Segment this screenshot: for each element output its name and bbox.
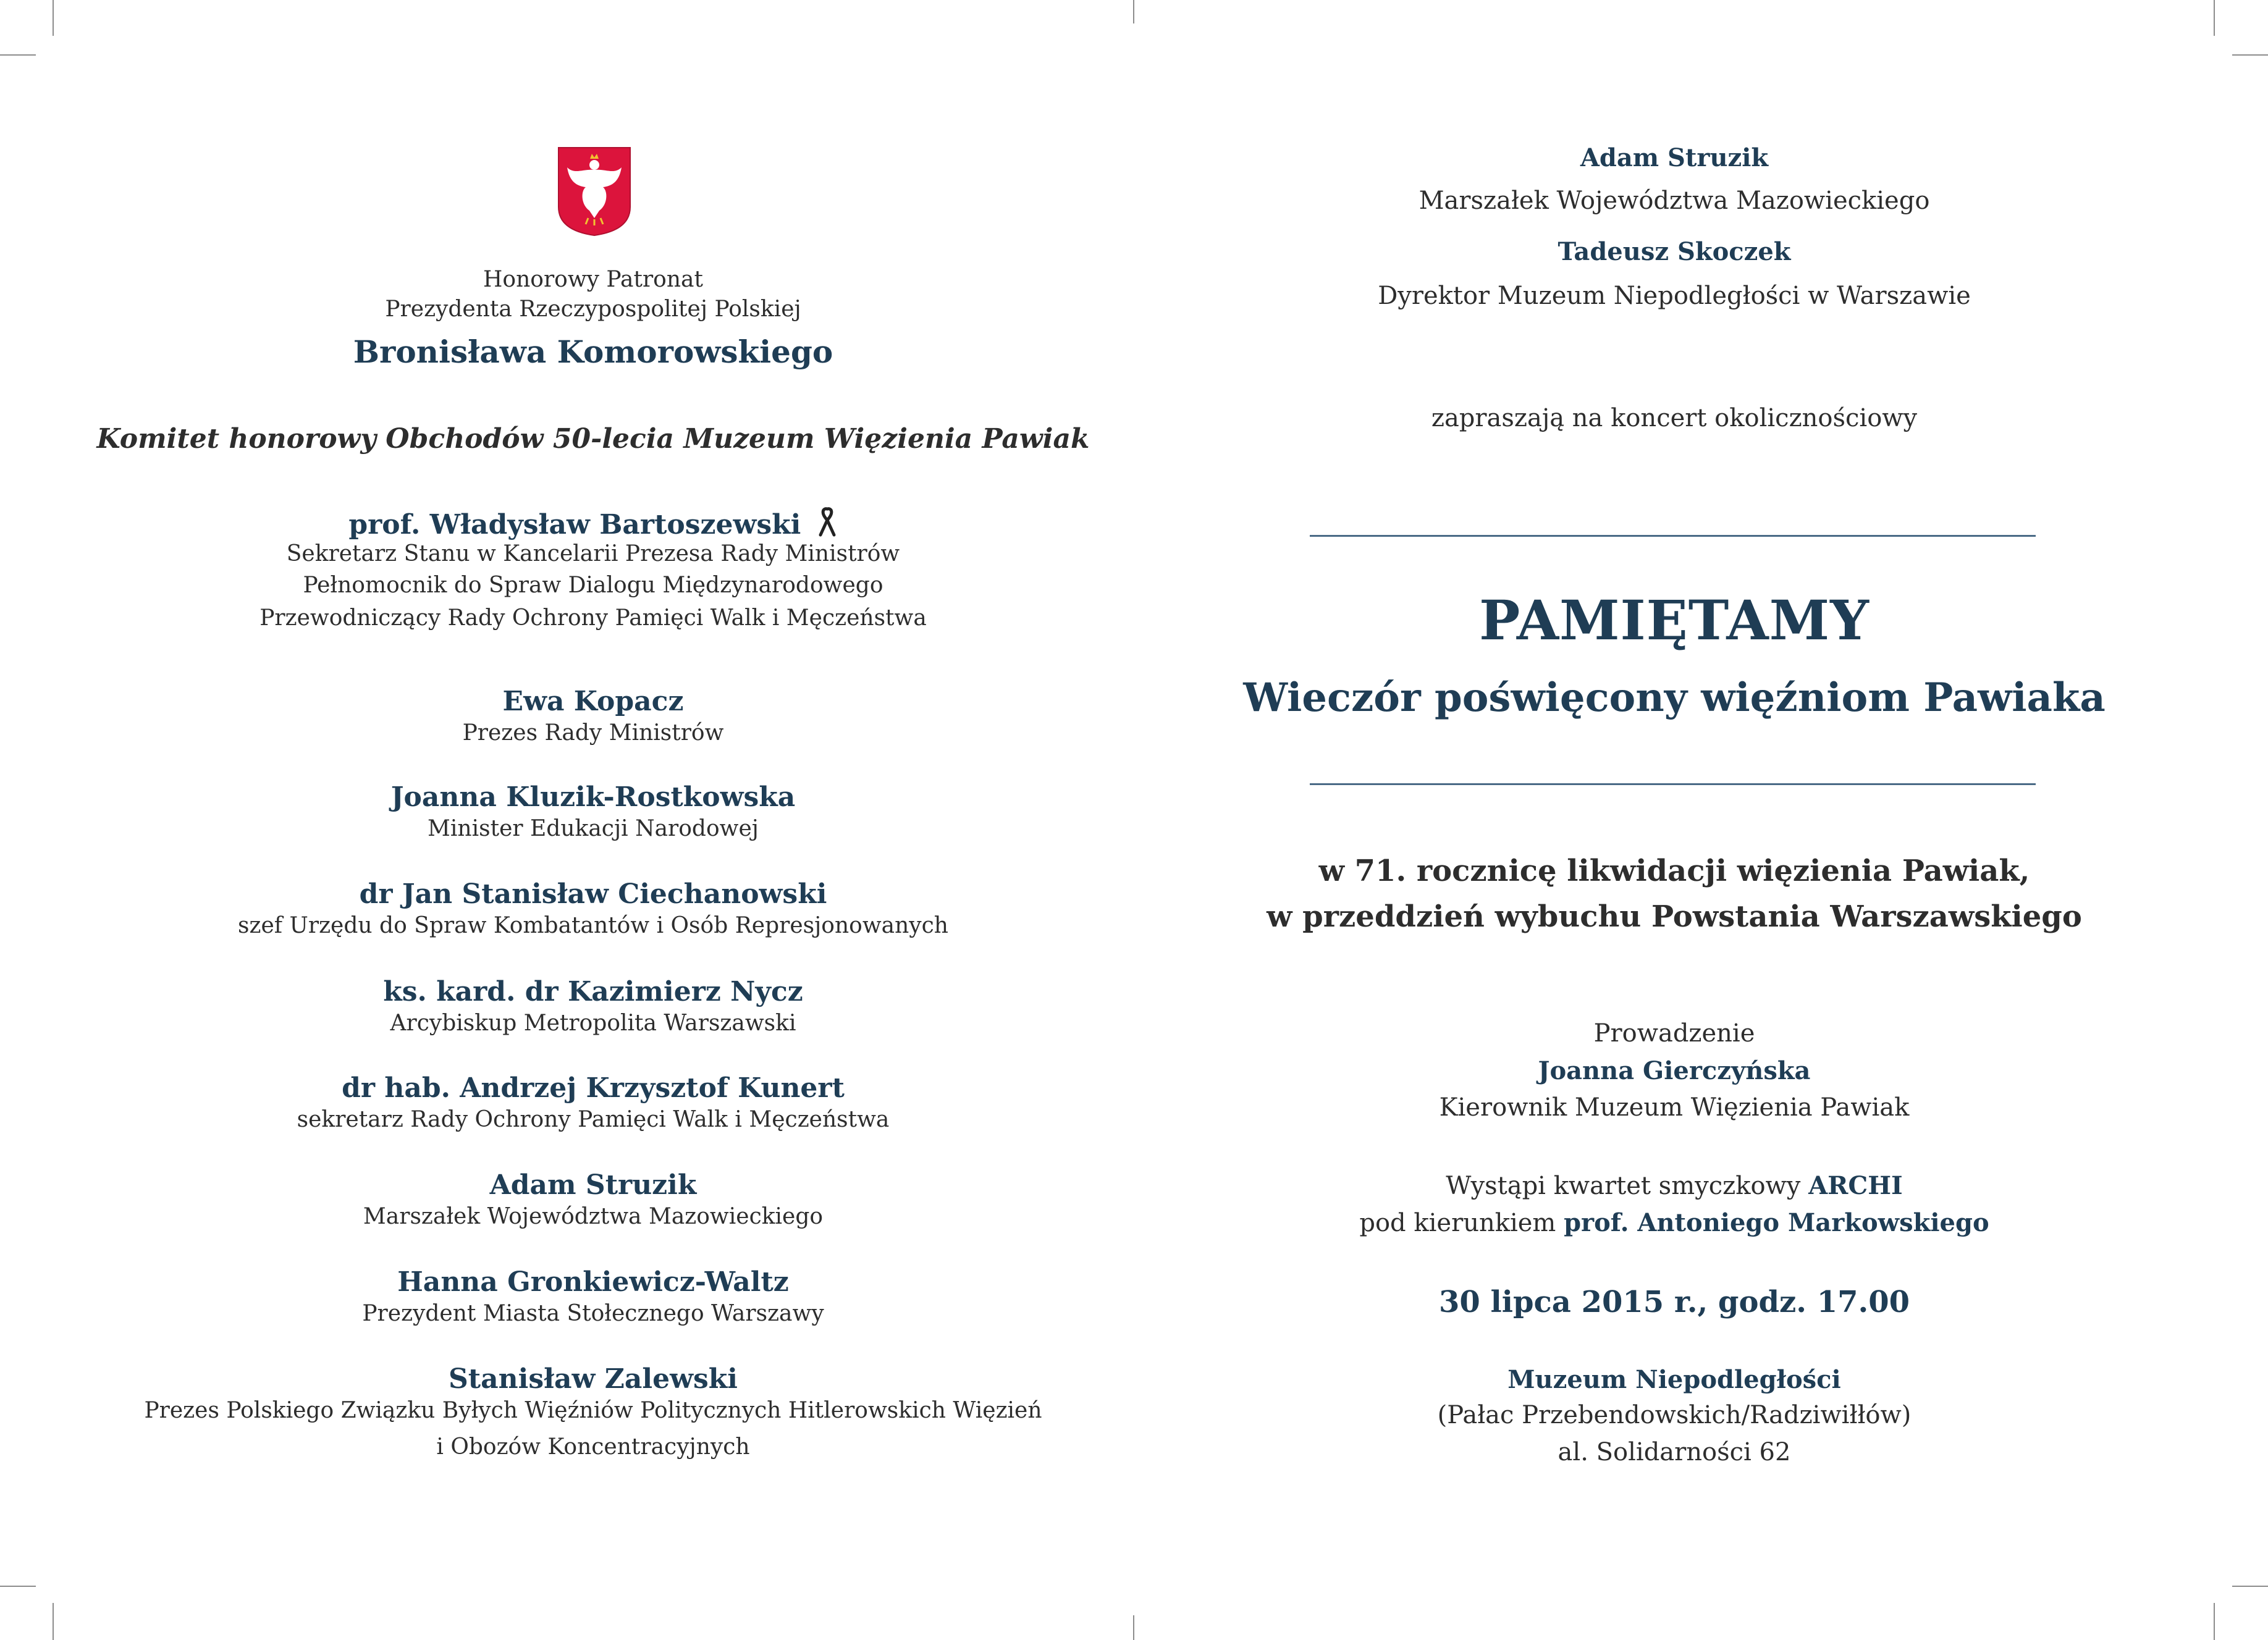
crop-mark [1133,1615,1134,1640]
member-role: Prezes Rady Ministrów [462,720,724,746]
host-role: Dyrektor Muzeum Niepodległości w Warszawie [1378,282,1971,310]
polish-eagle-emblem [556,145,633,238]
crop-mark [2232,1586,2268,1587]
member-name: ks. kard. dr Kazimierz Nycz [383,976,803,1007]
presenter-name: Joanna Gierczyńska [1538,1056,1811,1085]
host-role: Marszałek Województwa Mazowieckiego [1419,187,1930,215]
member-name: prof. Władysław Bartoszewski [93,507,1094,540]
patronage-line-1: Honorowy Patronat [483,267,703,292]
crop-mark [2214,1603,2215,1640]
conductor-line [1205,1208,2144,1237]
member-name: Ewa Kopacz [502,686,684,717]
crop-mark [1133,0,1134,23]
member-role: Arcybiskup Metropolita Warszawski [390,1011,796,1036]
member-role: sekretarz Rady Ochrony Pamięci Walk i Męczeństwa [297,1107,890,1132]
crop-mark [2232,54,2268,56]
member-name: dr Jan Stanisław Ciechanowski [359,878,827,910]
member-role: Pełnomocnik do Spraw Dialogu Międzynarodowego [303,573,883,598]
patronage-line-2: Prezydenta Rzeczypospolitej Polskiej [385,296,801,322]
crop-mark [0,54,36,56]
presenter-role: Kierownik Muzeum Więzienia Pawiak [1439,1093,1910,1122]
host-name: Tadeusz Skoczek [1558,237,1791,266]
member-role: i Obozów Koncentracyjnych [436,1434,750,1460]
performer-line [1205,1171,2144,1200]
member-role: szef Urzędu do Spraw Kombatantów i Osób Represjonowanych [238,913,948,938]
member-role: Minister Edukacji Narodowej [428,816,759,841]
venue-address: al. Solidarności 62 [1558,1438,1791,1466]
member-role: Prezydent Miasta Stołecznego Warszawy [362,1301,824,1326]
committee-title: Komitet honorowy Obchodów 50-lecia Muzeum Więzienia Pawiak [96,423,1090,455]
event-date: 30 lipca 2015 r., godz. 17.00 [1438,1285,1910,1319]
member-name: Joanna Kluzik-Rostkowska [390,781,796,813]
mourning-ribbon-icon [817,507,838,537]
divider [1310,535,2036,537]
member-role: Przewodniczący Rady Ochrony Pamięci Walk i Męczeństwa [259,605,927,631]
host-name: Adam Struzik [1580,143,1769,172]
invitation-text: zapraszają na koncert okolicznościowy [1431,404,1918,432]
member-role: Sekretarz Stanu w Kancelarii Prezesa Rady Ministrów [286,541,900,566]
member-name: Adam Struzik [489,1169,697,1201]
event-title: PAMIĘTAMY [1479,588,1870,652]
occasion-line: w 71. rocznicę likwidacji więzienia Pawiak, [1318,854,2030,888]
presenter-label: Prowadzenie [1593,1019,1755,1048]
left-page [93,0,1094,1640]
crop-mark [53,0,54,36]
member-name: Hanna Gronkiewicz-Waltz [397,1266,789,1298]
divider [1310,783,2036,785]
member-role: Prezes Polskiego Związku Byłych Więźniów Politycznych Hitlerowskich Więzień [144,1398,1042,1423]
venue-building: (Pałac Przebendowskich/Radziwiłłów) [1437,1401,1912,1429]
member-name: dr hab. Andrzej Krzysztof Kunert [342,1072,845,1104]
crop-mark [53,1603,54,1640]
venue-name: Muzeum Niepodległości [1507,1365,1841,1394]
conductor-prefix: pod kierunkiem [1359,1209,1564,1237]
crop-mark [0,1586,36,1587]
occasion-line: w przeddzień wybuchu Powstania Warszawskiego [1267,899,2082,934]
event-subtitle: Wieczór poświęcony więźniom Pawiaka [1243,675,2106,721]
right-page [1205,0,2144,1640]
member-name: Stanisław Zalewski [449,1363,738,1395]
conductor-name: prof. Antoniego Markowskiego [1564,1208,1989,1237]
member-role: Marszałek Województwa Mazowieckiego [363,1204,824,1229]
performer-prefix: Wystąpi kwartet smyczkowy [1446,1172,1809,1200]
ensemble-name: ARCHI [1808,1171,1903,1200]
patron-name: Bronisława Komorowskiego [353,334,833,370]
crop-mark [2214,0,2215,36]
